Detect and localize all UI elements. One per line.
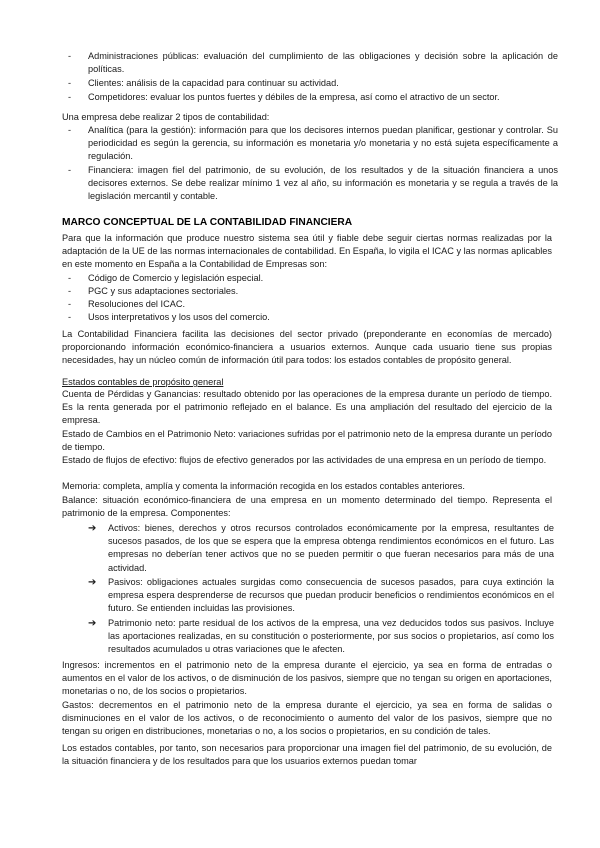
arrow-bullet-icon: ➔ xyxy=(88,577,97,588)
bullet-dash: - xyxy=(68,78,72,88)
paragraph-ingresos: Ingresos: incrementos en el patrimonio neto de la empresa durante el ejercicio, ya sea en forma de entradas o aumentos en el valor de los activos, o de disminución de los pasivos, siempre que no tengan su origen en aportaciones, monetarias o no, de los socios o propietarios. xyxy=(62,660,552,697)
bullet-text: Administraciones públicas: evaluación del cumplimiento de las obligaciones y decisión sobre la aplicación de políticas. xyxy=(88,51,558,75)
paragraph-intro-types: Una empresa debe realizar 2 tipos de contabilidad: xyxy=(62,112,270,122)
bullet-dash: - xyxy=(68,286,72,296)
paragraph-efe: Estado de flujos de efectivo: flujos de efectivo generados por las actividades de una empresa en un período de tiempo. xyxy=(62,455,547,465)
list-item xyxy=(88,522,554,575)
section-title: MARCO CONCEPTUAL DE LA CONTABILIDAD FINANCIERA xyxy=(62,217,353,228)
paragraph-memoria: Memoria: completa, amplía y comenta la información recogida en los estados contables anteriores. xyxy=(62,481,465,491)
arrow-bullet-icon: ➔ xyxy=(88,618,97,629)
bullet-dash: - xyxy=(68,125,72,135)
bullet-text: Competidores: evaluar los puntos fuertes y débiles de la empresa, así como el atractivo de un sector. xyxy=(88,92,500,102)
bullet-dash: - xyxy=(68,299,72,309)
list-item xyxy=(88,576,554,616)
list-item xyxy=(68,50,558,76)
bullet-text: Pasivos: obligaciones actuales surgidas como consecuencia de sucesos pasados, para cuya extinción la empresa espera desprenderse de recursos que puedan producir beneficios o rendimientos económicos en el futuro. Se entienden incluidas las provisiones. xyxy=(108,577,554,614)
bullet-dash: - xyxy=(68,273,72,283)
bullet-dash: - xyxy=(68,312,72,322)
bullet-text: Usos interpretativos y los usos del comercio. xyxy=(88,312,270,322)
bullet-text: Analítica (para la gestión): información para que los decisores internos puedan planificar, gestionar y controlar. Su periodicidad es según la gerencia, su información es monetaria y/o monetaria y no está sujeta específicamente a regulación. xyxy=(88,125,558,162)
paragraph-ecpn: Estado de Cambios en el Patrimonio Neto: variaciones sufridas por el patrimonio neto de la empresa durante un período de tiempo. xyxy=(62,429,552,453)
bullet-text: Patrimonio neto: parte residual de los activos de la empresa, una vez deducidos todos sus pasivos. Incluye las aportaciones realizadas, en su constitución o posteriormente, por sus socios o propietarios, así como los resultados acumulados u otras variaciones que le afecten. xyxy=(108,618,554,655)
bullet-dash: - xyxy=(68,92,72,102)
list-item xyxy=(68,124,558,164)
paragraph-pyg: Cuenta de Pérdidas y Ganancias: resultado obtenido por las operaciones de la empresa durante un período de tiempo. Es la renta generada por el patrimonio reflejado en el balance. Es una ampliación del resultado del ejercicio de la empresa. xyxy=(62,389,552,426)
paragraph-gastos: Gastos: decrementos en el patrimonio neto de la empresa durante el ejercicio, ya sea en forma de salidas o disminuciones en el valor de los activos, o de reconocimiento o aumento del valor de los pasivos, siempre que no tengan su origen en distribuciones, monetarias o no, a los socios o propietarios, en su condición de tales. xyxy=(62,700,552,737)
bullet-text: Clientes: análisis de la capacidad para continuar su actividad. xyxy=(88,78,339,88)
subsection-heading: Estados contables de propósito general xyxy=(62,377,224,387)
bullet-text: Código de Comercio y legislación especial. xyxy=(88,273,264,283)
bullet-text: Resoluciones del ICAC. xyxy=(88,299,186,309)
bullet-text: PGC y sus adaptaciones sectoriales. xyxy=(88,286,239,296)
bullet-dash: - xyxy=(68,51,72,61)
bullet-dash: - xyxy=(68,165,72,175)
paragraph-final: Los estados contables, por tanto, son necesarios para proporcionar una imagen fiel del patrimonio, de su evolución, de la situación financiera y de los resultados para que los usuarios externos puedan tomar xyxy=(62,743,552,767)
list-item xyxy=(68,311,558,324)
arrow-bullet-icon: ➔ xyxy=(88,523,97,534)
paragraph-balance: Balance: situación económico-financiera de una empresa en un momento determinado del tiempo. Representa el patrimonio de la empresa. Componentes: xyxy=(62,495,552,519)
paragraph-contabilidad-financiera: La Contabilidad Financiera facilita las decisiones del sector privado (preponderante en economías de mercado) proporcionando información económico-financiera a usuarios externos. Aunque cada usuario tiene sus propias necesidades, hay un núcleo común de información útil para todos: los estados contables de propósito general. xyxy=(62,329,552,366)
paragraph-marco-intro: Para que la información que produce nuestro sistema sea útil y fiable debe seguir ciertas normas realizadas por la adaptación de la UE de las normas internacionales de contabilidad. En España, lo vigila el ICAC y las normas aplicables en este momento en España a la Contabilidad de Empresas son: xyxy=(62,233,552,270)
list-item xyxy=(68,272,558,285)
list-item xyxy=(68,298,558,311)
list-item xyxy=(88,617,554,657)
bullet-text: Activos: bienes, derechos y otros recursos controlados económicamente por la empresa, resultantes de sucesos pasados, de los que se espera que la empresa obtenga rendimientos económicos en el futuro. Las empresas no deberían tener activos que no se pueden permitir o que fueran necesarios para más de una actividad. xyxy=(108,523,554,573)
list-item xyxy=(68,91,558,104)
list-item xyxy=(68,285,558,298)
bullet-text: Financiera: imagen fiel del patrimonio, de su evolución, de los resultados y de la situación financiera a unos decisores externos. Se debe realizar mínimo 1 vez al año, su información es monetaria y se regula a través de la legislación mercantil y contable. xyxy=(88,165,558,202)
list-item xyxy=(68,77,558,90)
list-item xyxy=(68,164,558,204)
